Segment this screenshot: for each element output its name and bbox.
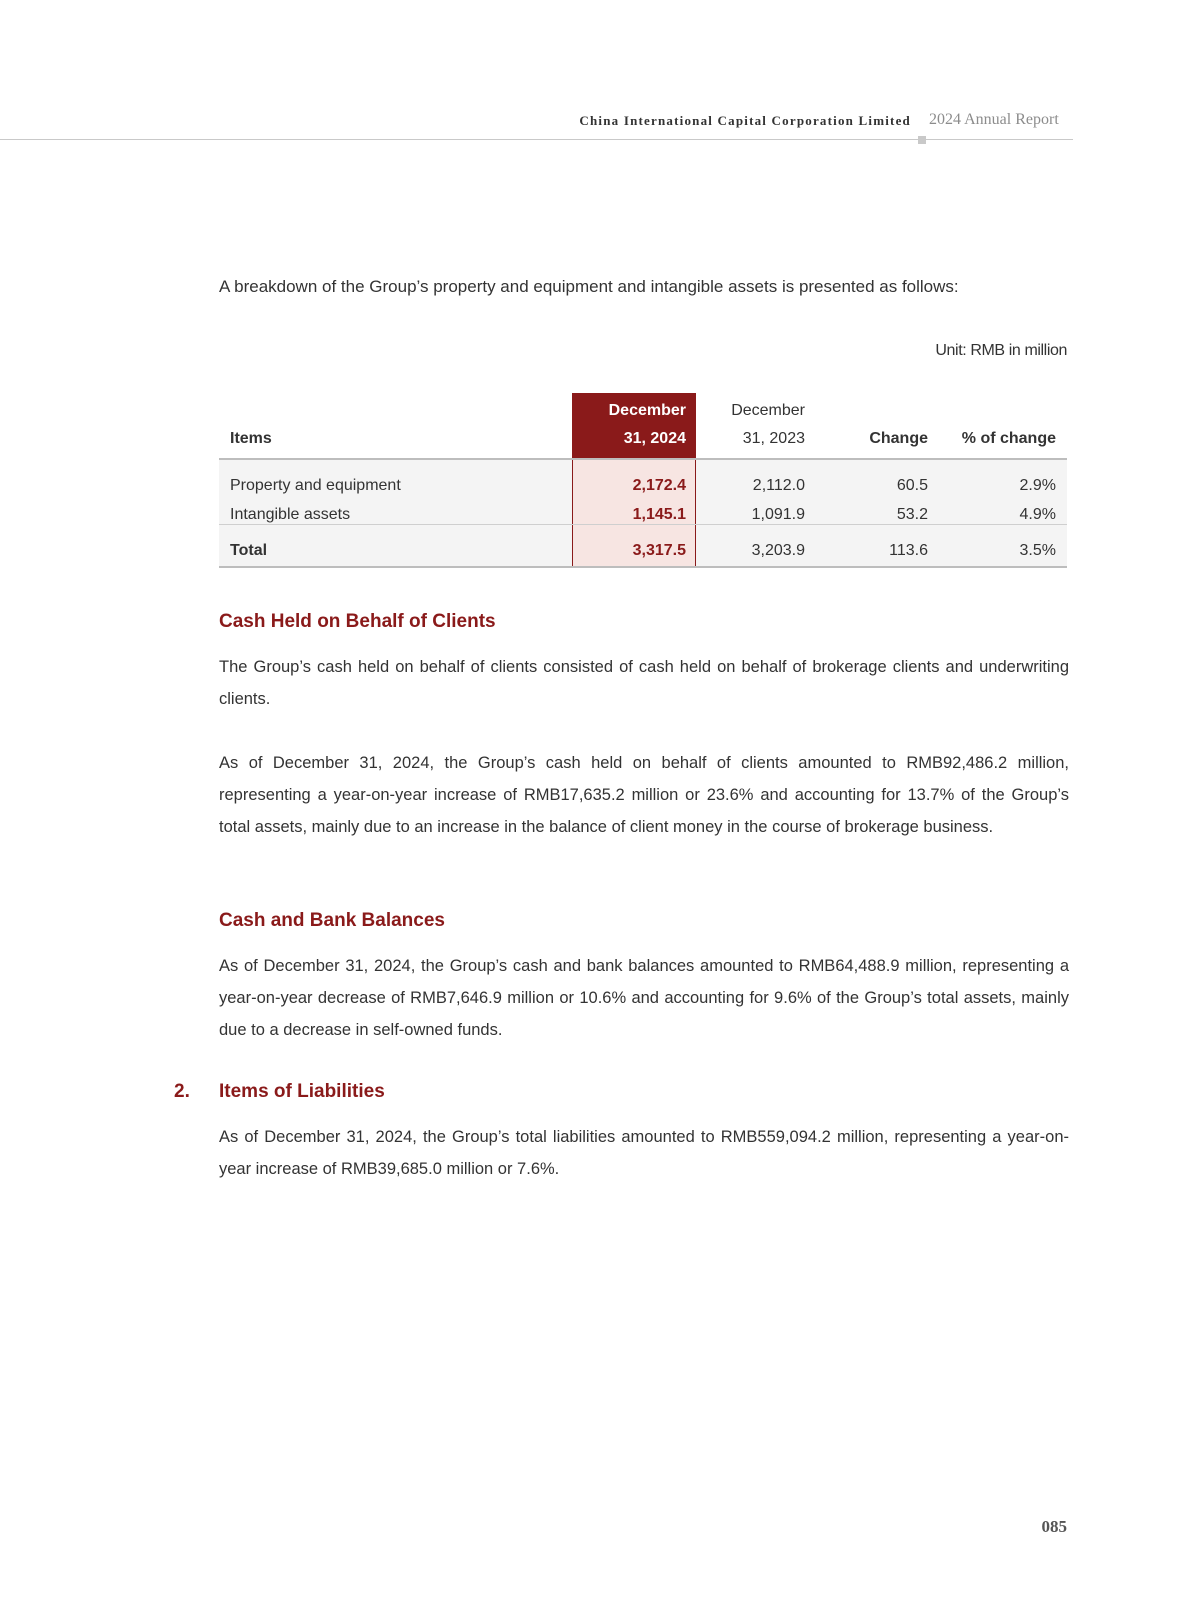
row-change: 60.5 — [896, 477, 928, 494]
header-divider — [0, 139, 1073, 140]
header-dec2023-line2: 31, 2023 — [742, 430, 805, 447]
total-rule — [219, 524, 1067, 525]
total-pct: 3.5% — [1019, 542, 1056, 559]
header-rule — [219, 458, 1067, 460]
liabilities-paragraph: As of December 31, 2024, the Group’s total liabilities amounted to RMB559,094.2 million, representing a year-on-year increase of RMB39,685.0 million or 7.6%. — [219, 1128, 1069, 1178]
total-change: 113.6 — [889, 542, 928, 559]
section-title-cash-bank: Cash and Bank Balances — [219, 910, 445, 931]
intro-text: A breakdown of the Group’s property and equipment and intangible assets is presented as follows: — [219, 277, 959, 296]
header-company-name: China International Capital Corporation Limited — [579, 113, 911, 128]
section-number-liabilities: 2. — [174, 1081, 190, 1102]
row-pct: 4.9% — [1019, 506, 1056, 523]
row-pct: 2.9% — [1019, 477, 1056, 494]
header-items: Items — [230, 430, 272, 447]
header-report-title: 2024 Annual Report — [929, 111, 1059, 128]
page-number: 085 — [1041, 1517, 1067, 1536]
row-dec2023: 2,112.0 — [752, 477, 805, 494]
assets-table — [219, 393, 1067, 568]
header-pct-change: % of change — [961, 430, 1056, 447]
header-marker — [918, 136, 926, 144]
header-change: Change — [869, 430, 928, 447]
row-dec2024: 1,145.1 — [632, 506, 686, 523]
row-label: Property and equipment — [230, 477, 401, 494]
header-dec2023-line1: December — [731, 402, 805, 419]
unit-label: Unit: RMB in million — [935, 342, 1067, 359]
row-change: 53.2 — [896, 506, 928, 523]
row-dec2023: 1,091.9 — [751, 506, 805, 523]
row-label: Intangible assets — [230, 506, 351, 523]
section-title-cash-clients: Cash Held on Behalf of Clients — [219, 611, 496, 632]
section-title-liabilities: Items of Liabilities — [219, 1081, 385, 1102]
cash-bank-paragraph: As of December 31, 2024, the Group’s cash and bank balances amounted to RMB64,488.9 million, representing a year-on-year decrease of RMB7,646.9 million or 10.6% and accounting for 9.6% of the Group’s total assets, mainly due to a decrease in self-owned funds. — [219, 957, 1069, 1039]
total-label: Total — [230, 542, 268, 559]
bottom-rule — [219, 566, 1067, 568]
header-dec2024-line2: 31, 2024 — [623, 430, 686, 447]
total-dec2024: 3,317.5 — [632, 542, 686, 559]
cash-clients-paragraph-2: As of December 31, 2024, the Group’s cash held on behalf of clients amounted to RMB92,486.2 million, representing a year-on-year increase of RMB17,635.2 million or 23.6% and accounting for 13.7% of the Group’s total assets, mainly due to an increase in the balance of client money in the course of brokerage business. — [219, 754, 1069, 836]
cash-clients-paragraph-1: The Group’s cash held on behalf of clients consisted of cash held on behalf of brokerage clients and underwriting clients. — [219, 658, 1069, 708]
total-dec2023: 3,203.9 — [751, 542, 805, 559]
row-dec2024: 2,172.4 — [632, 477, 686, 494]
header-dec2024-line1: December — [608, 402, 686, 419]
